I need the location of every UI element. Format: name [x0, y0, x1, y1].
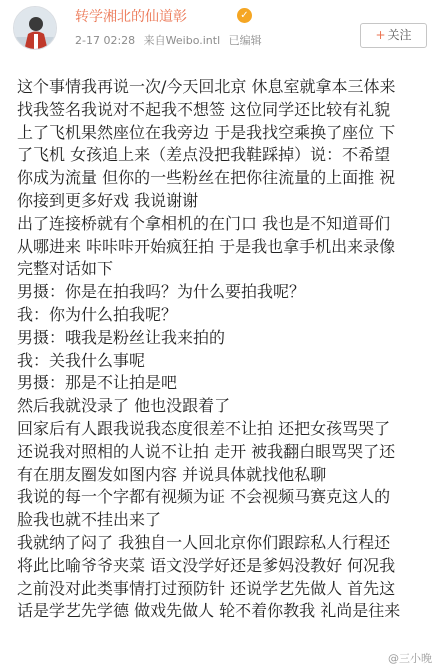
user-name[interactable]: 转学湘北的仙道彰	[75, 9, 187, 25]
avatar[interactable]	[13, 6, 57, 50]
post-line: 我说的每一个字都有视频为证 不会视频马赛克这人的	[17, 487, 391, 507]
post-line: 男摄：那是不让拍是吧	[17, 373, 178, 393]
post-line: 你成为流量 但你的一些粉丝在把你往流量的上面推 祝	[17, 168, 396, 188]
post-line: 了飞机 女孩追上来（差点没把我鞋踩掉）说：不希望	[17, 145, 391, 165]
post-line: 你接到更多好戏 我说谢谢	[17, 190, 199, 210]
post-line: 上了飞机果然座位在我旁边 于是我找空乘换了座位 下	[17, 122, 396, 142]
post-line: 将此比喻爷爷夹菜 语文没学好还是爹妈没教好 何况我	[17, 555, 396, 575]
post-meta	[75, 32, 267, 48]
post-line: 回家后有人跟我说我态度很差不让拍 还把女孩骂哭了	[17, 418, 391, 438]
post-line: 男摄：你是在拍我吗？为什么要拍我呢？	[17, 282, 306, 302]
follow-label: 关注	[387, 28, 412, 42]
post-line: 男摄：哦我是粉丝让我来拍的	[17, 327, 226, 347]
post-line: 我：你为什么拍我呢？	[17, 304, 178, 324]
post-line: 脸我也就不挂出来了	[17, 510, 162, 530]
post-source: 来自Weibo.intl	[143, 34, 221, 47]
post-line: 之前没对此类事情打过预防针 还说学艺先做人 首先这	[17, 578, 396, 598]
verified-badge-icon: ✓	[237, 8, 252, 23]
post-line: 我就纳了闷了 我独自一人回北京你们跟踪私人行程还	[17, 532, 391, 552]
post-line: 然后我就没录了 他也没跟着了	[17, 396, 231, 416]
follow-button[interactable]	[360, 23, 427, 48]
post-line: 这个事情我再说一次/今天回北京 休息室就拿本三体来	[17, 77, 396, 96]
post-line: 还说我对照相的人说不让拍 走开 被我翻白眼骂哭了还	[17, 441, 396, 461]
post-header	[0, 0, 440, 62]
post-line: 完整对话如下	[17, 259, 114, 279]
post-line: 从哪进来 咔咔咔开始疯狂拍 于是我也拿手机出来录像	[17, 236, 396, 256]
avatar-image	[14, 7, 57, 50]
edited-label[interactable]: 已编辑	[228, 34, 262, 47]
watermark: @三小晚	[388, 652, 432, 665]
post-line: 话是学艺先学德 做戏先做人 轮不着你教我 礼尚是往来	[17, 601, 401, 621]
post-body	[17, 76, 427, 623]
post-line: 出了连接桥就有个拿相机的在门口 我也是不知道哥们	[17, 213, 391, 233]
post-line: 我：关我什么事呢	[17, 350, 146, 370]
post-time[interactable]: 2-17 02:28	[75, 34, 136, 47]
post-line: 找我签名我说对不起我不想签 这位同学还比较有礼貌	[17, 99, 391, 119]
plus-icon: +	[375, 28, 386, 42]
post-line: 有在朋友圈发如图内容 并说具体就找他私聊	[17, 464, 327, 484]
